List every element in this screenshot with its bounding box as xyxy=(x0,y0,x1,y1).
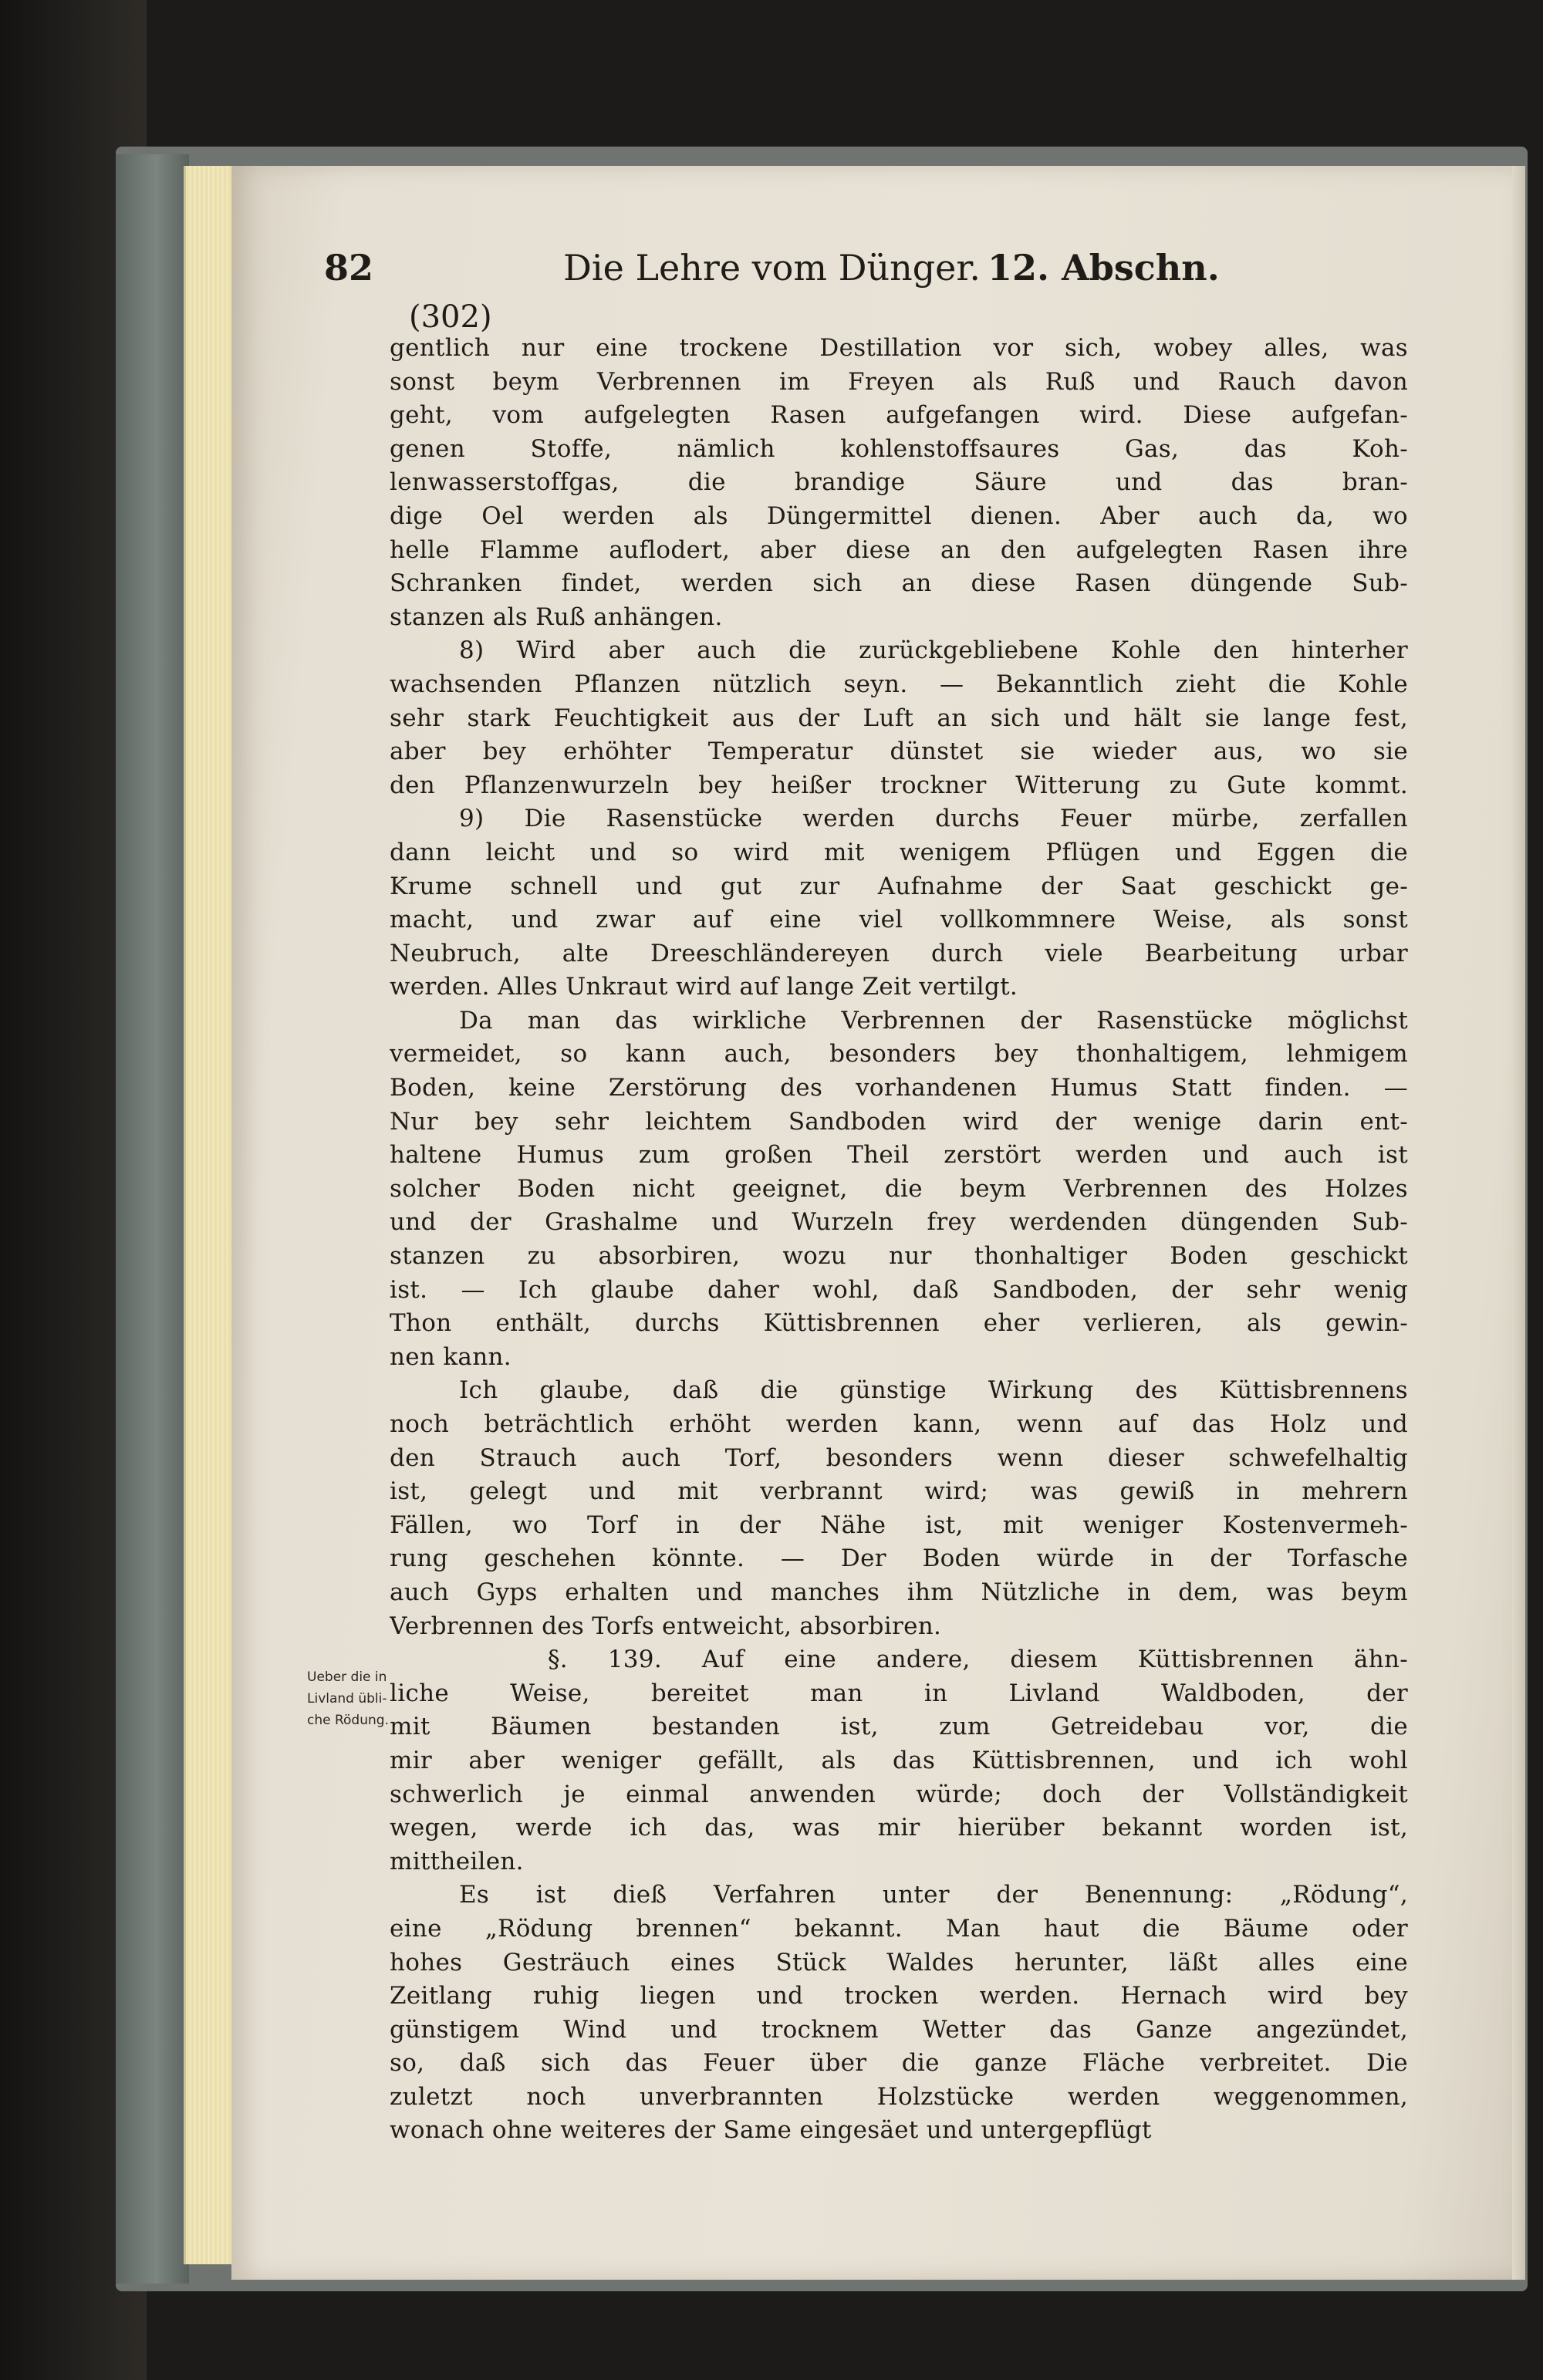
text-line: lenwasserstoffgas, die brandige Säure und das bran- xyxy=(390,468,1408,497)
text-line: Fällen, wo Torf in der Nähe ist, mit weniger Kostenvermeh- xyxy=(390,1511,1408,1539)
margin-note-line: Livland übli- xyxy=(307,1691,387,1707)
text-line: stanzen als Ruß anhängen. xyxy=(390,603,723,631)
text-line: Es ist dieß Verfahren unter der Benennung: „Rödung“, xyxy=(459,1881,1408,1909)
text-line: mir aber weniger gefällt, als das Küttisbrennen, und ich wohl xyxy=(390,1746,1408,1774)
text-line: Nur bey sehr leichtem Sandboden wird der wenige darin ent- xyxy=(390,1107,1408,1136)
text-line: so, daß sich das Feuer über die ganze Fläche verbreitet. Die xyxy=(390,2049,1408,2078)
body-text xyxy=(390,332,1408,2148)
page-number: 82 xyxy=(324,247,374,289)
text-line: mit Bäumen bestanden ist, zum Getreidebau vor, die xyxy=(390,1713,1408,1741)
text-line: schwerlich je einmal anwenden würde; doch der Vollständigkeit xyxy=(390,1780,1408,1808)
text-line: nen kann. xyxy=(390,1342,512,1371)
text-line: vermeidet, so kann auch, besonders bey thonhaltigem, lehmigem xyxy=(390,1040,1408,1068)
text-line: ist, gelegt und mit verbrannt wird; was gewiß in mehrern xyxy=(390,1477,1408,1506)
text-line: noch beträchtlich erhöht werden kann, wenn auf das Holz und xyxy=(390,1410,1408,1438)
text-line: Thon enthält, durchs Küttisbrennen eher verlieren, als gewin- xyxy=(390,1309,1408,1338)
text-line: sonst beym Verbrennen im Freyen als Ruß und Rauch davon xyxy=(390,367,1408,396)
text-line: 8) Wird aber auch die zurückgebliebene Kohle den hinterher xyxy=(459,636,1408,665)
book-cover-edge xyxy=(116,154,189,2284)
text-line: wonach ohne weiteres der Same eingesäet und untergepflügt xyxy=(390,2116,1152,2145)
text-line: Verbrennen des Torfs entweicht, absorbiren. xyxy=(390,1612,942,1640)
text-line: 9) Die Rasenstücke werden durchs Feuer mürbe, zerfallen xyxy=(459,805,1408,833)
text-line: rung geschehen könnte. — Der Boden würde in der Torfasche xyxy=(390,1544,1408,1573)
section-label: 12. Abschn. xyxy=(988,247,1220,289)
text-line: genen Stoffe, nämlich kohlenstoffsaures Gas, das Koh- xyxy=(390,434,1408,463)
text-line: wegen, werde ich das, was mir hierüber bekannt worden ist, xyxy=(390,1814,1408,1842)
text-line: dann leicht und so wird mit wenigem Pflügen und Eggen die xyxy=(390,838,1408,866)
text-line: Neubruch, alte Dreeschländereyen durch viele Bearbeitung urbar xyxy=(390,939,1408,967)
text-line: Schranken findet, werden sich an diese Rasen düngende Sub- xyxy=(390,569,1408,598)
text-line: stanzen zu absorbiren, wozu nur thonhaltiger Boden geschickt xyxy=(390,1242,1408,1271)
text-line: macht, und zwar auf eine viel vollkommnere Weise, als sonst xyxy=(390,906,1408,934)
text-line: aber bey erhöhter Temperatur dünstet sie wieder aus, wo sie xyxy=(390,738,1408,766)
text-line: solcher Boden nicht geeignet, die beym Verbrennen des Holzes xyxy=(390,1174,1408,1203)
text-line: zuletzt noch unverbrannten Holzstücke werden weggenommen, xyxy=(390,2082,1408,2111)
text-line: Krume schnell und gut zur Aufnahme der Saat geschickt ge- xyxy=(390,872,1408,900)
running-title: Die Lehre vom Dünger. xyxy=(563,247,981,289)
text-line: auch Gyps erhalten und manches ihm Nützliche in dem, was beym xyxy=(390,1578,1408,1606)
text-line: liche Weise, bereitet man in Livland Waldboden, der xyxy=(390,1679,1408,1707)
page-header xyxy=(324,247,1435,301)
text-line: günstigem Wind und trocknem Wetter das Ganze angezündet, xyxy=(390,2015,1408,2044)
text-line: gentlich nur eine trockene Destillation vor sich, wobey alles, was xyxy=(390,334,1408,362)
text-line: Da man das wirkliche Verbrennen der Rasenstücke möglichst xyxy=(459,1006,1408,1035)
text-line: §. 139. Auf eine andere, diesem Küttisbrennen ähn- xyxy=(548,1646,1408,1674)
text-line: helle Flamme auflodert, aber diese an den aufgelegten Rasen ihre xyxy=(390,535,1408,564)
text-line: geht, vom aufgelegten Rasen aufgefangen wird. Diese aufgefan- xyxy=(390,401,1408,430)
text-line: werden. Alles Unkraut wird auf lange Zeit vertilgt. xyxy=(390,973,1018,1001)
text-line: wachsenden Pflanzen nützlich seyn. — Bekanntlich zieht die Kohle xyxy=(390,670,1408,698)
text-line: dige Oel werden als Düngermittel dienen. Aber auch da, wo xyxy=(390,501,1408,530)
margin-note-line: che Rödung. xyxy=(307,1713,389,1728)
text-line: Boden, keine Zerstörung des vorhandenen Humus Statt finden. — xyxy=(390,1074,1408,1102)
text-line: den Pflanzenwurzeln bey heißer trockner Witterung zu Gute kommt. xyxy=(390,771,1408,799)
text-line: Ich glaube, daß die günstige Wirkung des Küttisbrennens xyxy=(459,1376,1408,1405)
text-line: den Strauch auch Torf, besonders wenn dieser schwefelhaltig xyxy=(390,1443,1408,1472)
text-line: hohes Gesträuch eines Stück Waldes herunter, läßt alles eine xyxy=(390,1948,1408,1977)
text-line: mittheilen. xyxy=(390,1847,524,1875)
text-line: und der Grashalme und Wurzeln frey werdenden düngenden Sub- xyxy=(390,1208,1408,1237)
text-line: haltene Humus zum großen Theil zerstört werden und auch ist xyxy=(390,1141,1408,1170)
text-line: sehr stark Feuchtigkeit aus der Luft an sich und hält sie lange fest, xyxy=(390,704,1408,732)
text-line: eine „Rödung brennen“ bekannt. Man haut die Bäume oder xyxy=(390,1914,1408,1943)
margin-note-line: Ueber die in xyxy=(307,1669,387,1685)
text-line: ist. — Ich glaube daher wohl, daß Sandboden, der sehr wenig xyxy=(390,1275,1408,1304)
text-line: Zeitlang ruhig liegen und trocken werden. Hernach wird bey xyxy=(390,1982,1408,2010)
paragraph-number: (302) xyxy=(409,299,492,335)
